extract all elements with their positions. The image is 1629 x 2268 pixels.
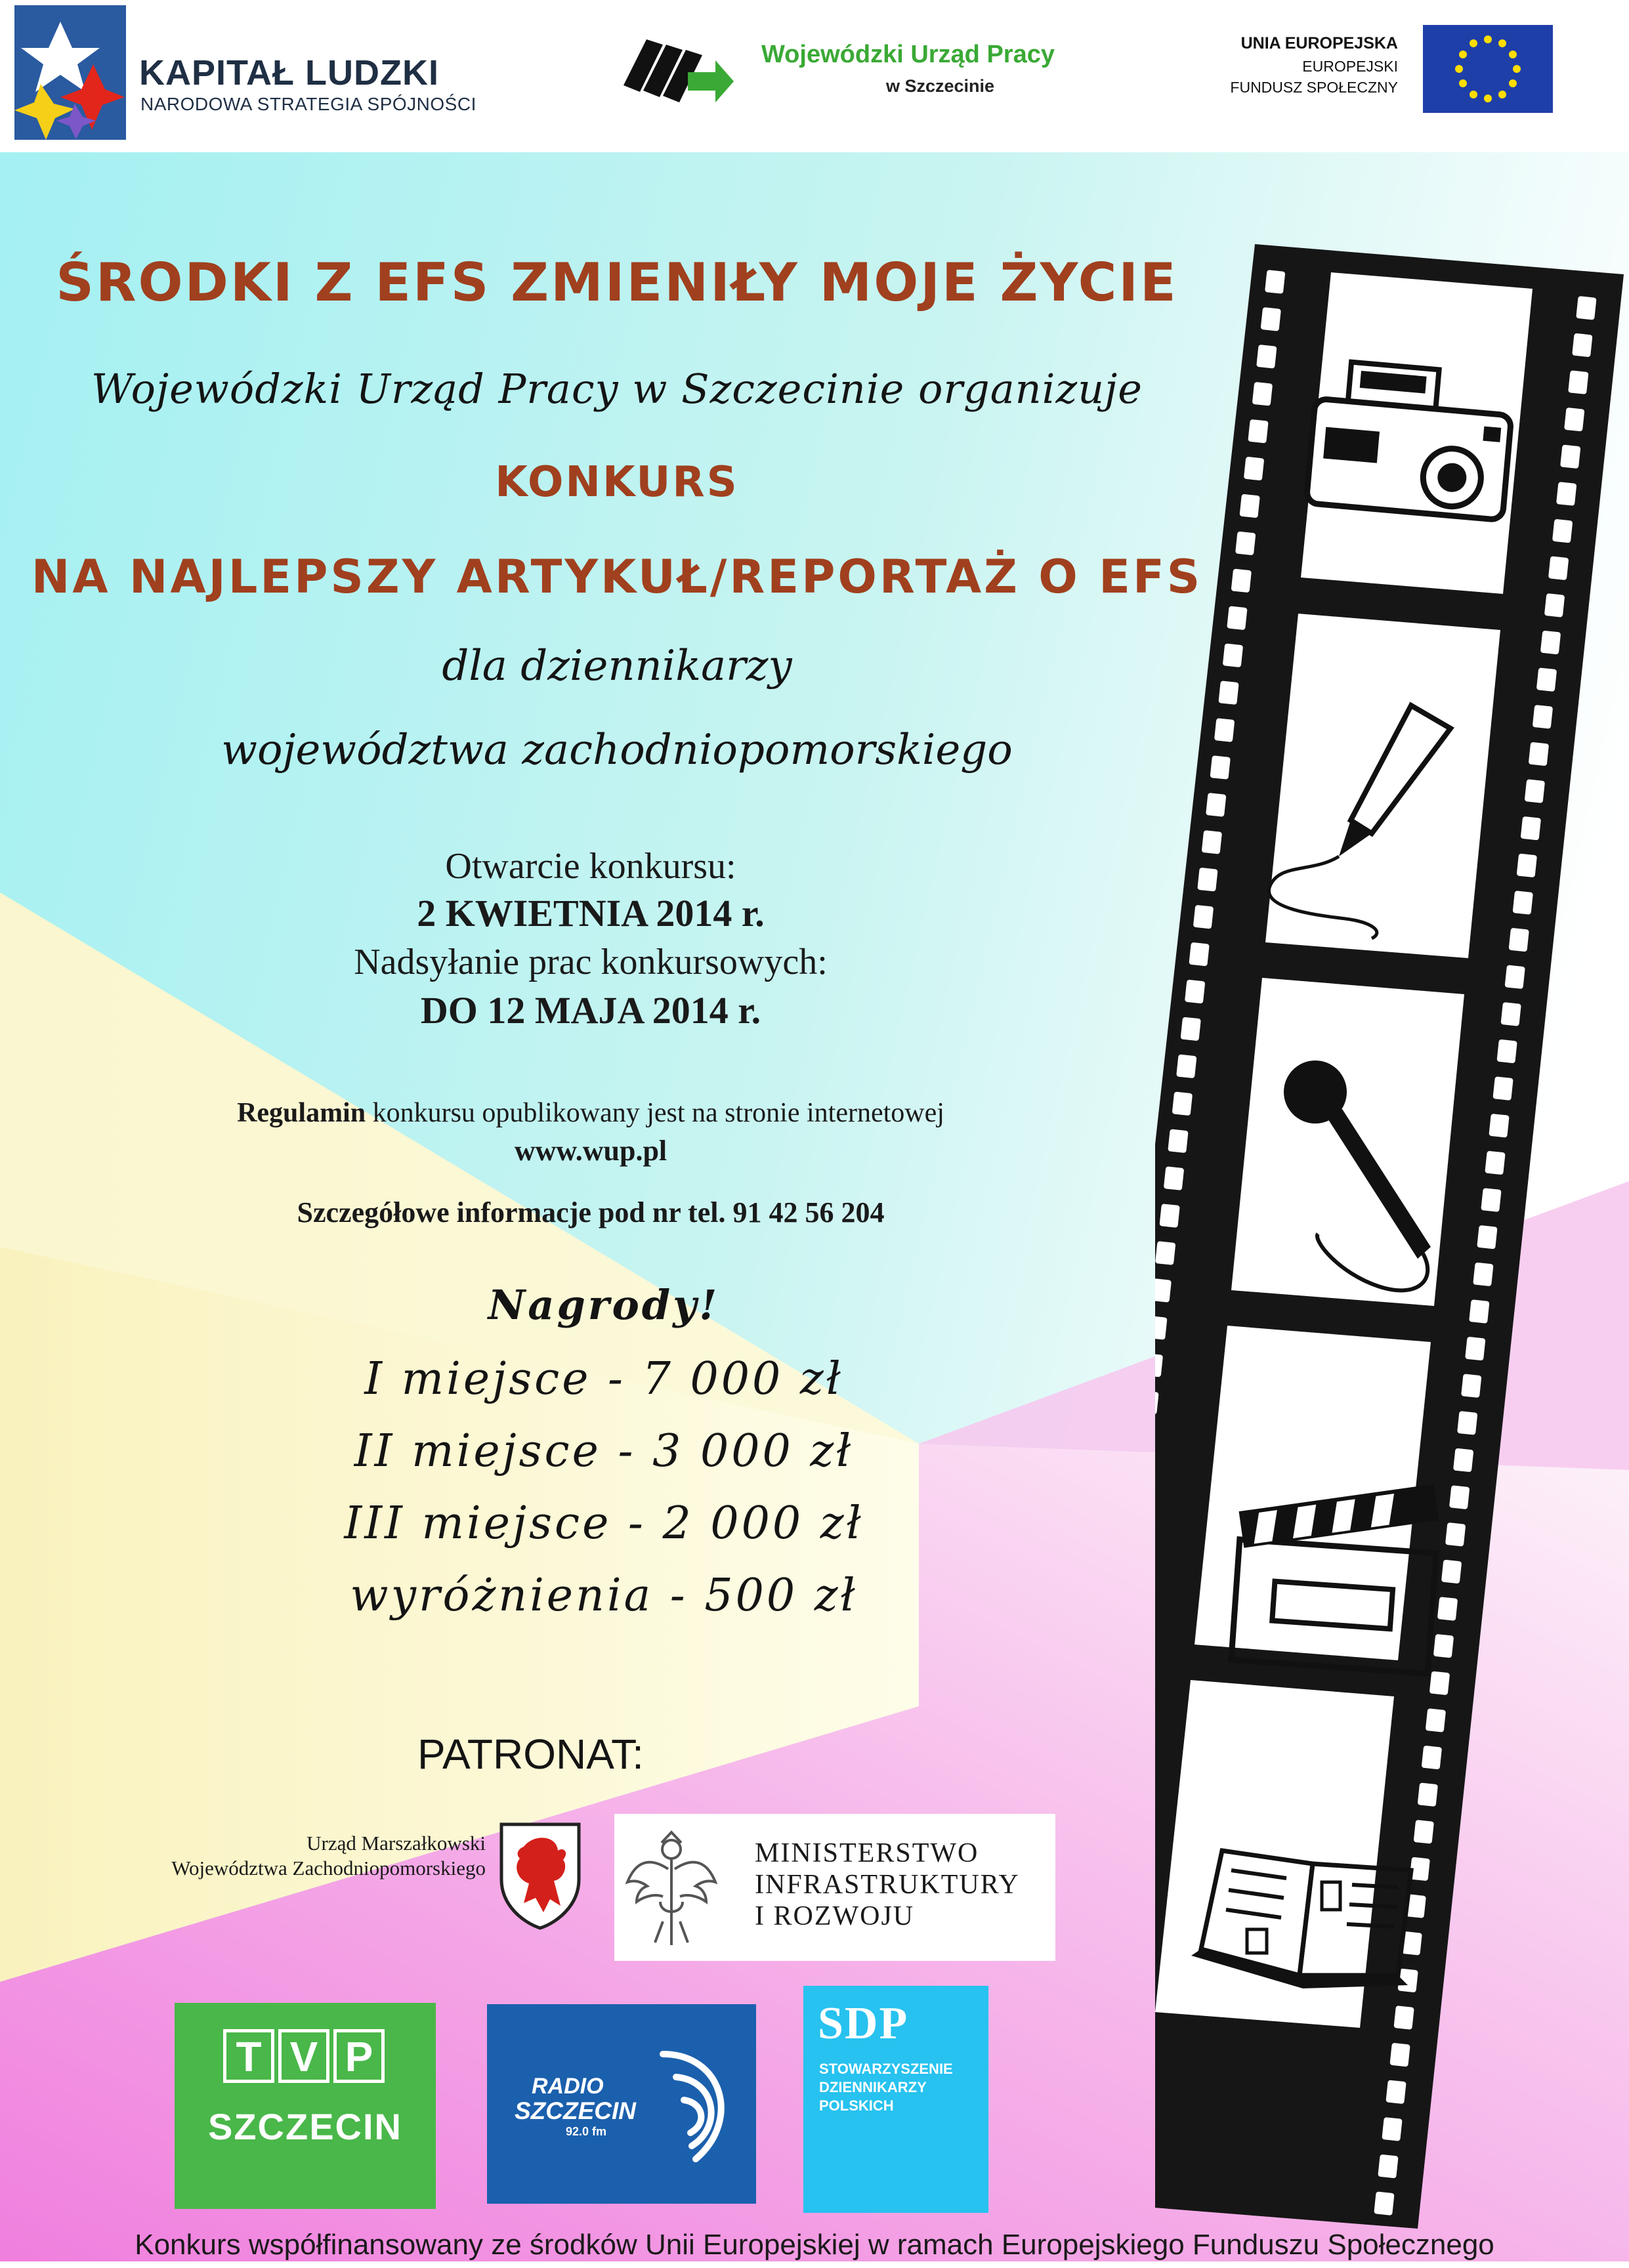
sprocket-hole <box>1231 568 1252 593</box>
sprocket-hole <box>1214 718 1235 742</box>
prize-item: I miejsce - 7 000 zł <box>364 1353 843 1405</box>
kapital-ludzki-title: KAPITAŁ LUDZKI <box>139 53 439 93</box>
eu-subtitle-line2: FUNDUSZ SPOŁECZNY <box>1230 79 1398 96</box>
sprocket-hole <box>1393 2006 1414 2030</box>
ministry-name-line: MINISTERSTWO <box>755 1838 979 1868</box>
submission-deadline: DO 12 MAJA 2014 r. <box>420 989 761 1032</box>
sprocket-hole <box>1441 1560 1462 1584</box>
sprocket-hole <box>1223 643 1243 667</box>
sprocket-hole <box>1485 1151 1505 1175</box>
sprocket-hole <box>1164 1166 1184 1190</box>
sprocket-hole <box>1529 742 1549 766</box>
organizer-line: Wojewódzki Urząd Pracy w Szczecinie organizuje <box>91 365 1143 413</box>
wup-city: w Szczecinie <box>886 76 995 96</box>
sprocket-hole <box>1176 1054 1196 1078</box>
sprocket-hole <box>1227 606 1247 630</box>
wup-logo <box>610 26 735 112</box>
prize-item: III miejsce - 2 000 zł <box>344 1498 864 1549</box>
tvp-letter: V <box>278 2029 329 2083</box>
sprocket-hole <box>1382 2117 1402 2141</box>
sdp-name-line: STOWARZYSZENIE <box>819 2061 953 2077</box>
sprocket-hole <box>1210 755 1230 780</box>
sprocket-hole <box>1509 928 1529 952</box>
website-link[interactable]: www.wup.pl <box>514 1135 667 1167</box>
rules-line <box>0 1097 1181 1129</box>
radio-name-line1: RADIO <box>532 2074 604 2099</box>
prize-item: II miejsce - 3 000 zł <box>354 1425 854 1477</box>
sprocket-hole <box>1437 1597 1458 1621</box>
sprocket-hole <box>1159 1204 1179 1228</box>
sprocket-hole <box>1481 1188 1501 1212</box>
marshal-office-line2: Województwa Zachodniopomorskiego <box>171 1857 486 1880</box>
sdp-name-line: DZIENNIKARZY <box>819 2079 927 2095</box>
tvp-letter: T <box>223 2029 274 2083</box>
sdp-abbreviation: SDP <box>818 1998 909 2049</box>
sprocket-hole <box>1252 382 1273 406</box>
sprocket-hole <box>1374 2191 1394 2216</box>
sprocket-hole <box>1189 942 1209 967</box>
sprocket-hole <box>1181 1017 1201 1041</box>
radio-name-line2: SZCZECIN <box>515 2097 636 2124</box>
sprocket-hole <box>1568 370 1588 394</box>
wup-name: Wojewódzki Urząd Pracy <box>761 41 1055 68</box>
sprocket-hole <box>1206 793 1226 817</box>
sprocket-hole <box>1244 457 1264 481</box>
tvp-letters <box>223 2029 387 2088</box>
sprocket-hole <box>1265 270 1285 294</box>
sprocket-hole <box>1185 980 1205 1004</box>
sprocket-hole <box>1457 1411 1477 1435</box>
sprocket-hole <box>1235 532 1256 556</box>
ministry-name-line: I ROZWOJU <box>755 1901 915 1931</box>
sprocket-hole <box>1492 1076 1513 1101</box>
kapital-ludzki-logo <box>14 5 126 140</box>
sprocket-hole <box>1465 1337 1485 1361</box>
sprocket-hole <box>1477 1225 1497 1250</box>
sprocket-hole <box>1172 1091 1193 1116</box>
sprocket-hole <box>1461 1374 1481 1398</box>
sprocket-hole <box>1489 1114 1509 1138</box>
sprocket-hole <box>1386 2080 1406 2104</box>
sdp-name-line: POLSKICH <box>819 2097 894 2114</box>
sprocket-hole <box>1261 307 1281 331</box>
sprocket-hole <box>1513 891 1533 915</box>
sprocket-hole <box>1552 519 1573 543</box>
cofinancing-footer: Konkurs współfinansowany ze środków Unii Europejskiej w ramach Europejskiego Funduszu Społecznego <box>135 2229 1494 2261</box>
kapital-ludzki-subtitle: NARODOWA STRATEGIA SPÓJNOŚCI <box>140 94 476 114</box>
sprocket-hole <box>1422 1746 1442 1770</box>
sprocket-hole <box>1469 1299 1489 1324</box>
contact-phone: Szczegółowe informacje pod nr tel. 91 42 56 204 <box>297 1196 885 1228</box>
ministry-name-line: INFRASTRUKTURY <box>755 1870 1020 1900</box>
polish-eagle-icon <box>622 1823 721 1949</box>
headline: ŚRODKI Z EFS ZMIENIŁY MOJE ŻYCIE <box>56 252 1178 313</box>
sprocket-hole <box>1521 816 1541 841</box>
target-audience-line1: dla dziennikarzy <box>442 642 792 690</box>
sprocket-hole <box>1426 1708 1446 1732</box>
sprocket-hole <box>1536 667 1557 692</box>
target-audience-line2: województwa zachodniopomorskiego <box>221 726 1013 774</box>
sprocket-hole <box>1533 705 1553 729</box>
sprocket-hole <box>1155 1241 1175 1265</box>
radio-waves-icon <box>650 2028 748 2179</box>
tvp-letter: P <box>333 2029 385 2083</box>
sprocket-hole <box>1496 1040 1517 1064</box>
sprocket-hole <box>1473 1262 1493 1286</box>
eu-subtitle-line1: EUROPEJSKI <box>1302 58 1398 75</box>
sprocket-hole <box>1155 1278 1172 1303</box>
marshal-office-line1: Urząd Marszałkowski <box>307 1832 486 1855</box>
sprocket-hole <box>1540 631 1561 655</box>
contest-label: KONKURS <box>495 458 739 507</box>
sprocket-hole <box>1433 1634 1454 1658</box>
griffin-coat-of-arms-icon <box>497 1820 583 1931</box>
submission-label: Nadsyłanie prac konkursowych: <box>354 942 828 982</box>
sprocket-hole <box>1378 2154 1398 2179</box>
sprocket-hole <box>1548 556 1569 580</box>
sprocket-hole <box>1572 333 1592 358</box>
film-strip-graphic <box>1155 236 1629 2244</box>
sprocket-hole <box>1544 593 1565 618</box>
rules-text: konkursu opublikowany jest na stronie internetowej <box>366 1098 944 1128</box>
sprocket-hole <box>1500 1002 1521 1026</box>
film-frame <box>1265 614 1500 958</box>
sprocket-hole <box>1525 779 1545 803</box>
opening-label: Otwarcie konkursu: <box>445 846 736 887</box>
sprocket-hole <box>1560 444 1580 469</box>
sprocket-hole <box>1168 1129 1188 1153</box>
sprocket-hole <box>1576 296 1596 320</box>
marshal-office-name <box>105 1831 486 1881</box>
prizes-title: Nagrody! <box>488 1281 720 1329</box>
sprocket-hole <box>1193 905 1214 929</box>
sprocket-hole <box>1453 1448 1473 1473</box>
sprocket-hole <box>1418 1782 1438 1807</box>
eu-flag-icon <box>1423 25 1553 113</box>
sprocket-hole <box>1504 965 1525 989</box>
sprocket-hole <box>1445 1522 1466 1547</box>
patronage-heading: PATRONAT: <box>417 1731 644 1778</box>
sprocket-hole <box>1429 1671 1450 1695</box>
sprocket-hole <box>1556 482 1576 506</box>
radio-frequency: 92.0 fm <box>566 2125 607 2138</box>
sprocket-hole <box>1389 2043 1410 2067</box>
tvp-city: SZCZECIN <box>208 2106 402 2147</box>
sprocket-hole <box>1517 853 1537 877</box>
sprocket-hole <box>1256 345 1277 369</box>
eu-title: UNIA EUROPEJSKA <box>1240 34 1398 52</box>
rules-bold: Regulamin <box>237 1098 366 1128</box>
opening-date: 2 KWIETNIA 2014 r. <box>417 892 765 934</box>
sprocket-hole <box>1202 830 1222 854</box>
sprocket-hole <box>1449 1485 1470 1509</box>
sprocket-hole <box>1218 681 1238 705</box>
sprocket-hole <box>1197 868 1217 892</box>
prize-item: wyróżnienia - 500 zł <box>350 1570 858 1622</box>
sprocket-hole <box>1414 1820 1434 1844</box>
sprocket-hole <box>1239 494 1259 518</box>
contest-subject: NA NAJLEPSZY ARTYKUŁ/REPORTAŻ O EFS <box>31 550 1203 604</box>
sprocket-hole <box>1564 408 1584 432</box>
sprocket-hole <box>1248 419 1268 444</box>
